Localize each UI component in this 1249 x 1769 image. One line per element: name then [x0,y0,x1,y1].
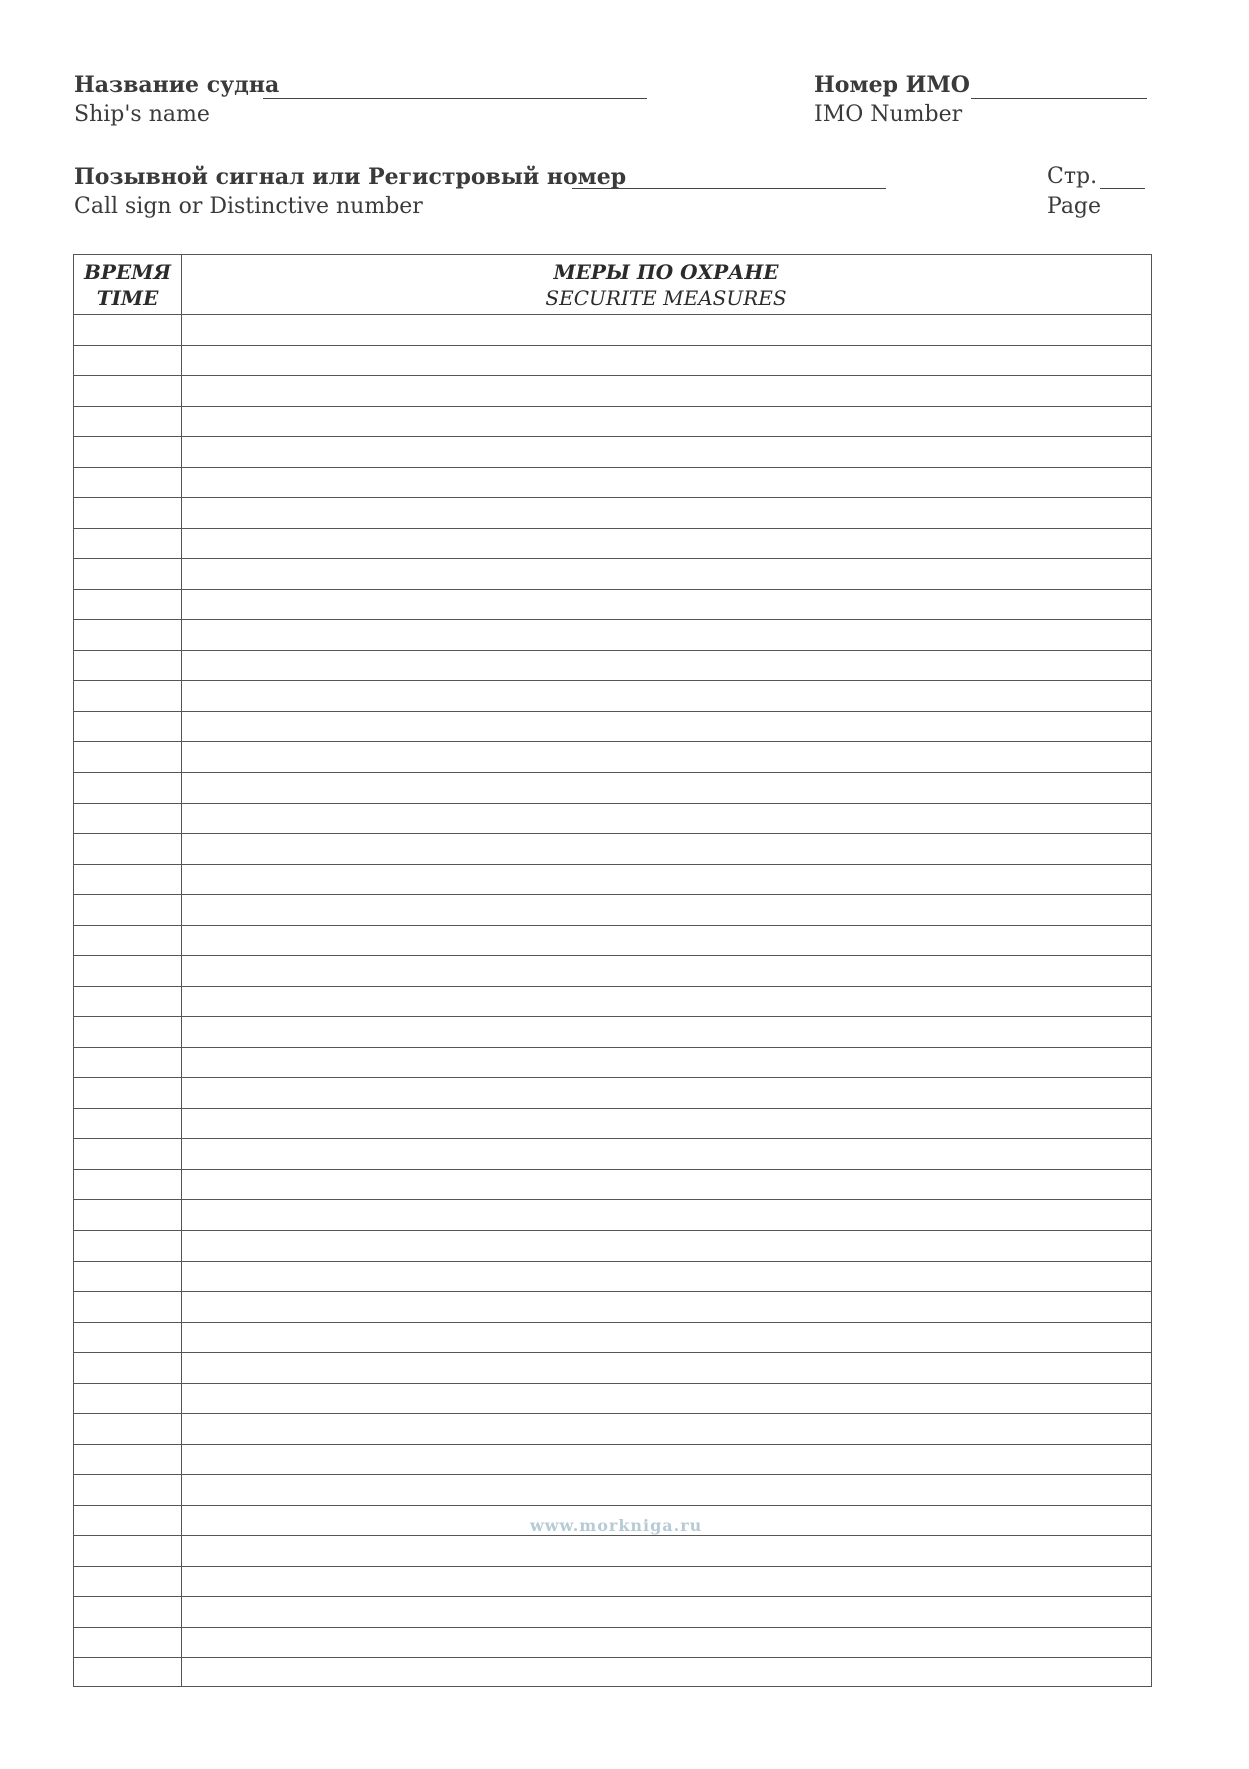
table-row [74,1657,1151,1658]
table-row [74,1047,1151,1048]
call-sign-label [74,162,626,222]
table-row [74,1535,1151,1536]
table-row [74,1261,1151,1262]
table-row [74,1108,1151,1109]
ship-name-label [74,70,279,130]
call-sign-field[interactable] [572,188,886,189]
table-row [74,925,1151,926]
page-label-en: Page [1047,194,1102,219]
imo-number-label [814,70,970,130]
ship-name-field[interactable] [263,98,647,99]
imo-number-field[interactable] [971,98,1147,99]
time-header-ru: ВРЕМЯ [84,260,171,284]
time-header-en: TIME [96,286,159,310]
table-row [74,1627,1151,1628]
measures-header-en: SECURITE MEASURES [545,286,787,310]
table-row [74,1138,1151,1139]
table-row [74,1596,1151,1597]
table-row [74,558,1151,559]
table-row [74,1077,1151,1078]
page-label [1047,162,1101,222]
table-row [74,1352,1151,1353]
table-row [74,619,1151,620]
table-row [74,680,1151,681]
table-row [74,650,1151,651]
table-row [74,406,1151,407]
table-row [74,589,1151,590]
page-label-ru: Стр. [1047,164,1098,189]
table-row [74,375,1151,376]
table-row [74,1230,1151,1231]
table-row [74,1566,1151,1567]
table-row [74,1016,1151,1017]
table-row [74,864,1151,865]
table-row [74,711,1151,712]
table-row [74,528,1151,529]
imo-number-label-ru: Номер ИМО [814,72,970,98]
imo-number-label-en: IMO Number [814,102,963,127]
page-number-field[interactable] [1100,188,1145,189]
table-row [74,1505,1151,1506]
table-row [74,1444,1151,1445]
table-row [74,497,1151,498]
table-row [74,803,1151,804]
column-divider [181,255,182,1686]
security-log-table [73,254,1152,1687]
table-row [74,772,1151,773]
table-row [74,894,1151,895]
table-row [74,1413,1151,1414]
measures-header-ru: МЕРЫ ПО ОХРАНЕ [553,260,779,284]
table-row [74,741,1151,742]
time-column-header [74,259,181,311]
table-row [74,955,1151,956]
call-sign-label-en: Call sign or Distinctive number [74,194,423,219]
ship-name-label-ru: Название судна [74,72,280,98]
table-row [74,1474,1151,1475]
table-row [74,314,1151,315]
table-row [74,467,1151,468]
table-row [74,833,1151,834]
table-row [74,1291,1151,1292]
table-row [74,1322,1151,1323]
table-row [74,345,1151,346]
table-row [74,1169,1151,1170]
call-sign-label-ru: Позывной сигнал или Регистровый номер [74,164,627,190]
table-row [74,1199,1151,1200]
table-row [74,436,1151,437]
watermark: www.morkniga.ru [530,1516,703,1535]
table-row [74,986,1151,987]
measures-column-header [181,259,1151,311]
table-row [74,1383,1151,1384]
ship-name-label-en: Ship's name [74,102,210,127]
